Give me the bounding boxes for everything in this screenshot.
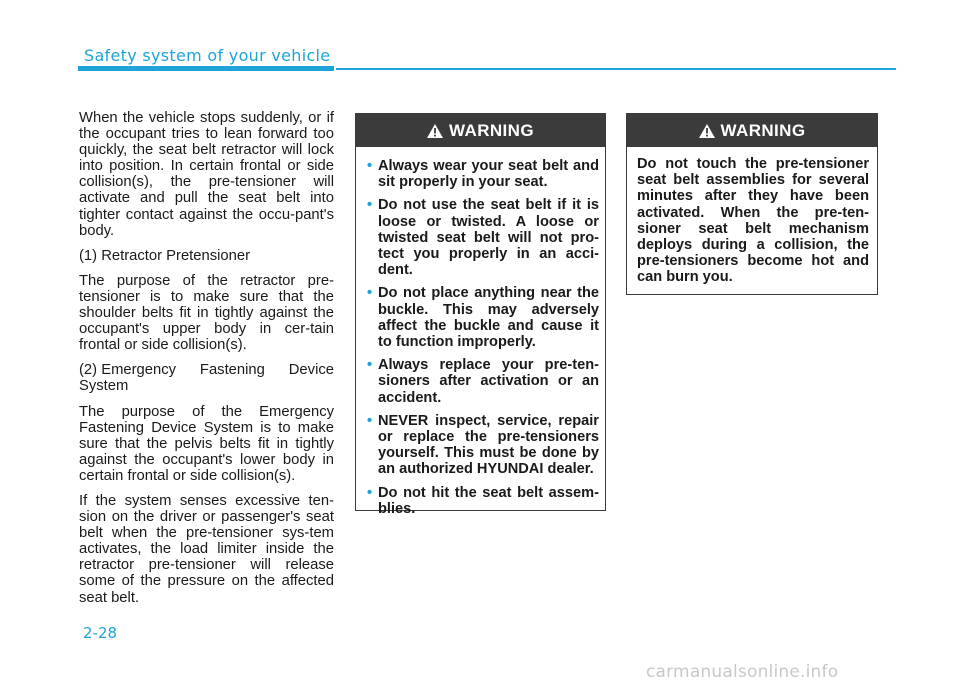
warning-item [367, 158, 599, 191]
closing-paragraph: If the system senses excessive ten-sion on the driver or passenger's seat belt when the pre-tensioner sys-tem activates, the load limiter inside the retractor pre-tensioner will release some of the pressure on the affected seat belt. [79, 492, 334, 606]
warning-box-seat-belt [355, 113, 606, 517]
item2-title-word1: (2) Emergency [79, 362, 177, 379]
warning-item-text: NEVER inspect, service, repair or replace the pre-tensioners yourself. This must be done by an authorized HYUNDAI dealer. [378, 412, 599, 478]
warning-triangle-icon [427, 124, 443, 138]
item1-body: The purpose of the retractor pre-tensioner is to make sure that the shoulder belts fit in tightly against the occupant's upper body in cer-tain frontal or side collision(s). [79, 272, 334, 354]
item1-title: (1) Retractor Pretensioner [79, 247, 251, 264]
intro-paragraph: When the vehicle stops suddenly, or if the occupant tries to lean forward too quickly, the seat belt retractor will lock into position. In certain frontal or side collision(s), the pre-tensioner will activate and pull the seat belt into tighter contact against the occu-pant's body. [79, 110, 334, 239]
warning-item-text: Do not hit the seat belt assem-blies. [378, 484, 599, 517]
warning-item [367, 197, 599, 279]
bullet-dot: • [367, 158, 373, 174]
page-number: 2-28 [83, 624, 118, 642]
warning-list [356, 147, 605, 517]
warning-item [367, 285, 599, 351]
warning-title: WARNING [449, 120, 534, 140]
item2-body: The purpose of the Emergency Fastening Device System is to make sure that the pelvis belts fit in tightly against the occupant's lower body in certain frontal or side collision(s). [79, 403, 334, 484]
bullet-dot: • [367, 484, 373, 501]
warning-box-pretensioner-heat [626, 113, 878, 295]
warning-item-text: Do not use the seat belt if it is loose or twisted. A loose or twisted seat belt will not pro-tect you properly in an acci-dent. [378, 197, 599, 279]
warning-item-text: Do not place anything near the buckle. This may adversely affect the buckle and cause it to function improperly. [378, 285, 599, 351]
left-column [79, 110, 334, 615]
warning-text: Do not touch the pre-tensioner seat belt assemblies for several minutes after they have been activated. When the pre-ten-sioner seat belt mechanism deploys during a collision, the pre-tensioners become hot and can burn you. [637, 156, 869, 286]
warning-item [367, 412, 599, 478]
item2-title [79, 362, 334, 378]
bullet-dot: • [367, 412, 373, 429]
item2-title-continued: System [79, 378, 129, 395]
warning-header [356, 114, 605, 147]
watermark: carmanualsonline.info [646, 662, 839, 682]
header-rule [336, 68, 896, 70]
warning-title: WARNING [720, 120, 806, 140]
warning-item-text: Always wear your seat belt and sit properly in your seat. [378, 158, 599, 191]
section-title: Safety system of your vehicle [84, 46, 331, 65]
warning-triangle-icon [699, 124, 715, 138]
bullet-dot: • [367, 357, 373, 374]
item2-title-word2: Fastening [199, 362, 265, 379]
warning-item-text: Always replace your pre-ten-sioners after activation or an accident. [378, 357, 599, 406]
warning-item [367, 484, 599, 517]
warning-header [627, 114, 877, 147]
bullet-dot: • [367, 285, 373, 302]
item2-title-word3: Device [288, 362, 334, 379]
bullet-dot: • [367, 197, 373, 214]
warning-item [367, 357, 599, 406]
header-accent-bar [78, 66, 334, 71]
